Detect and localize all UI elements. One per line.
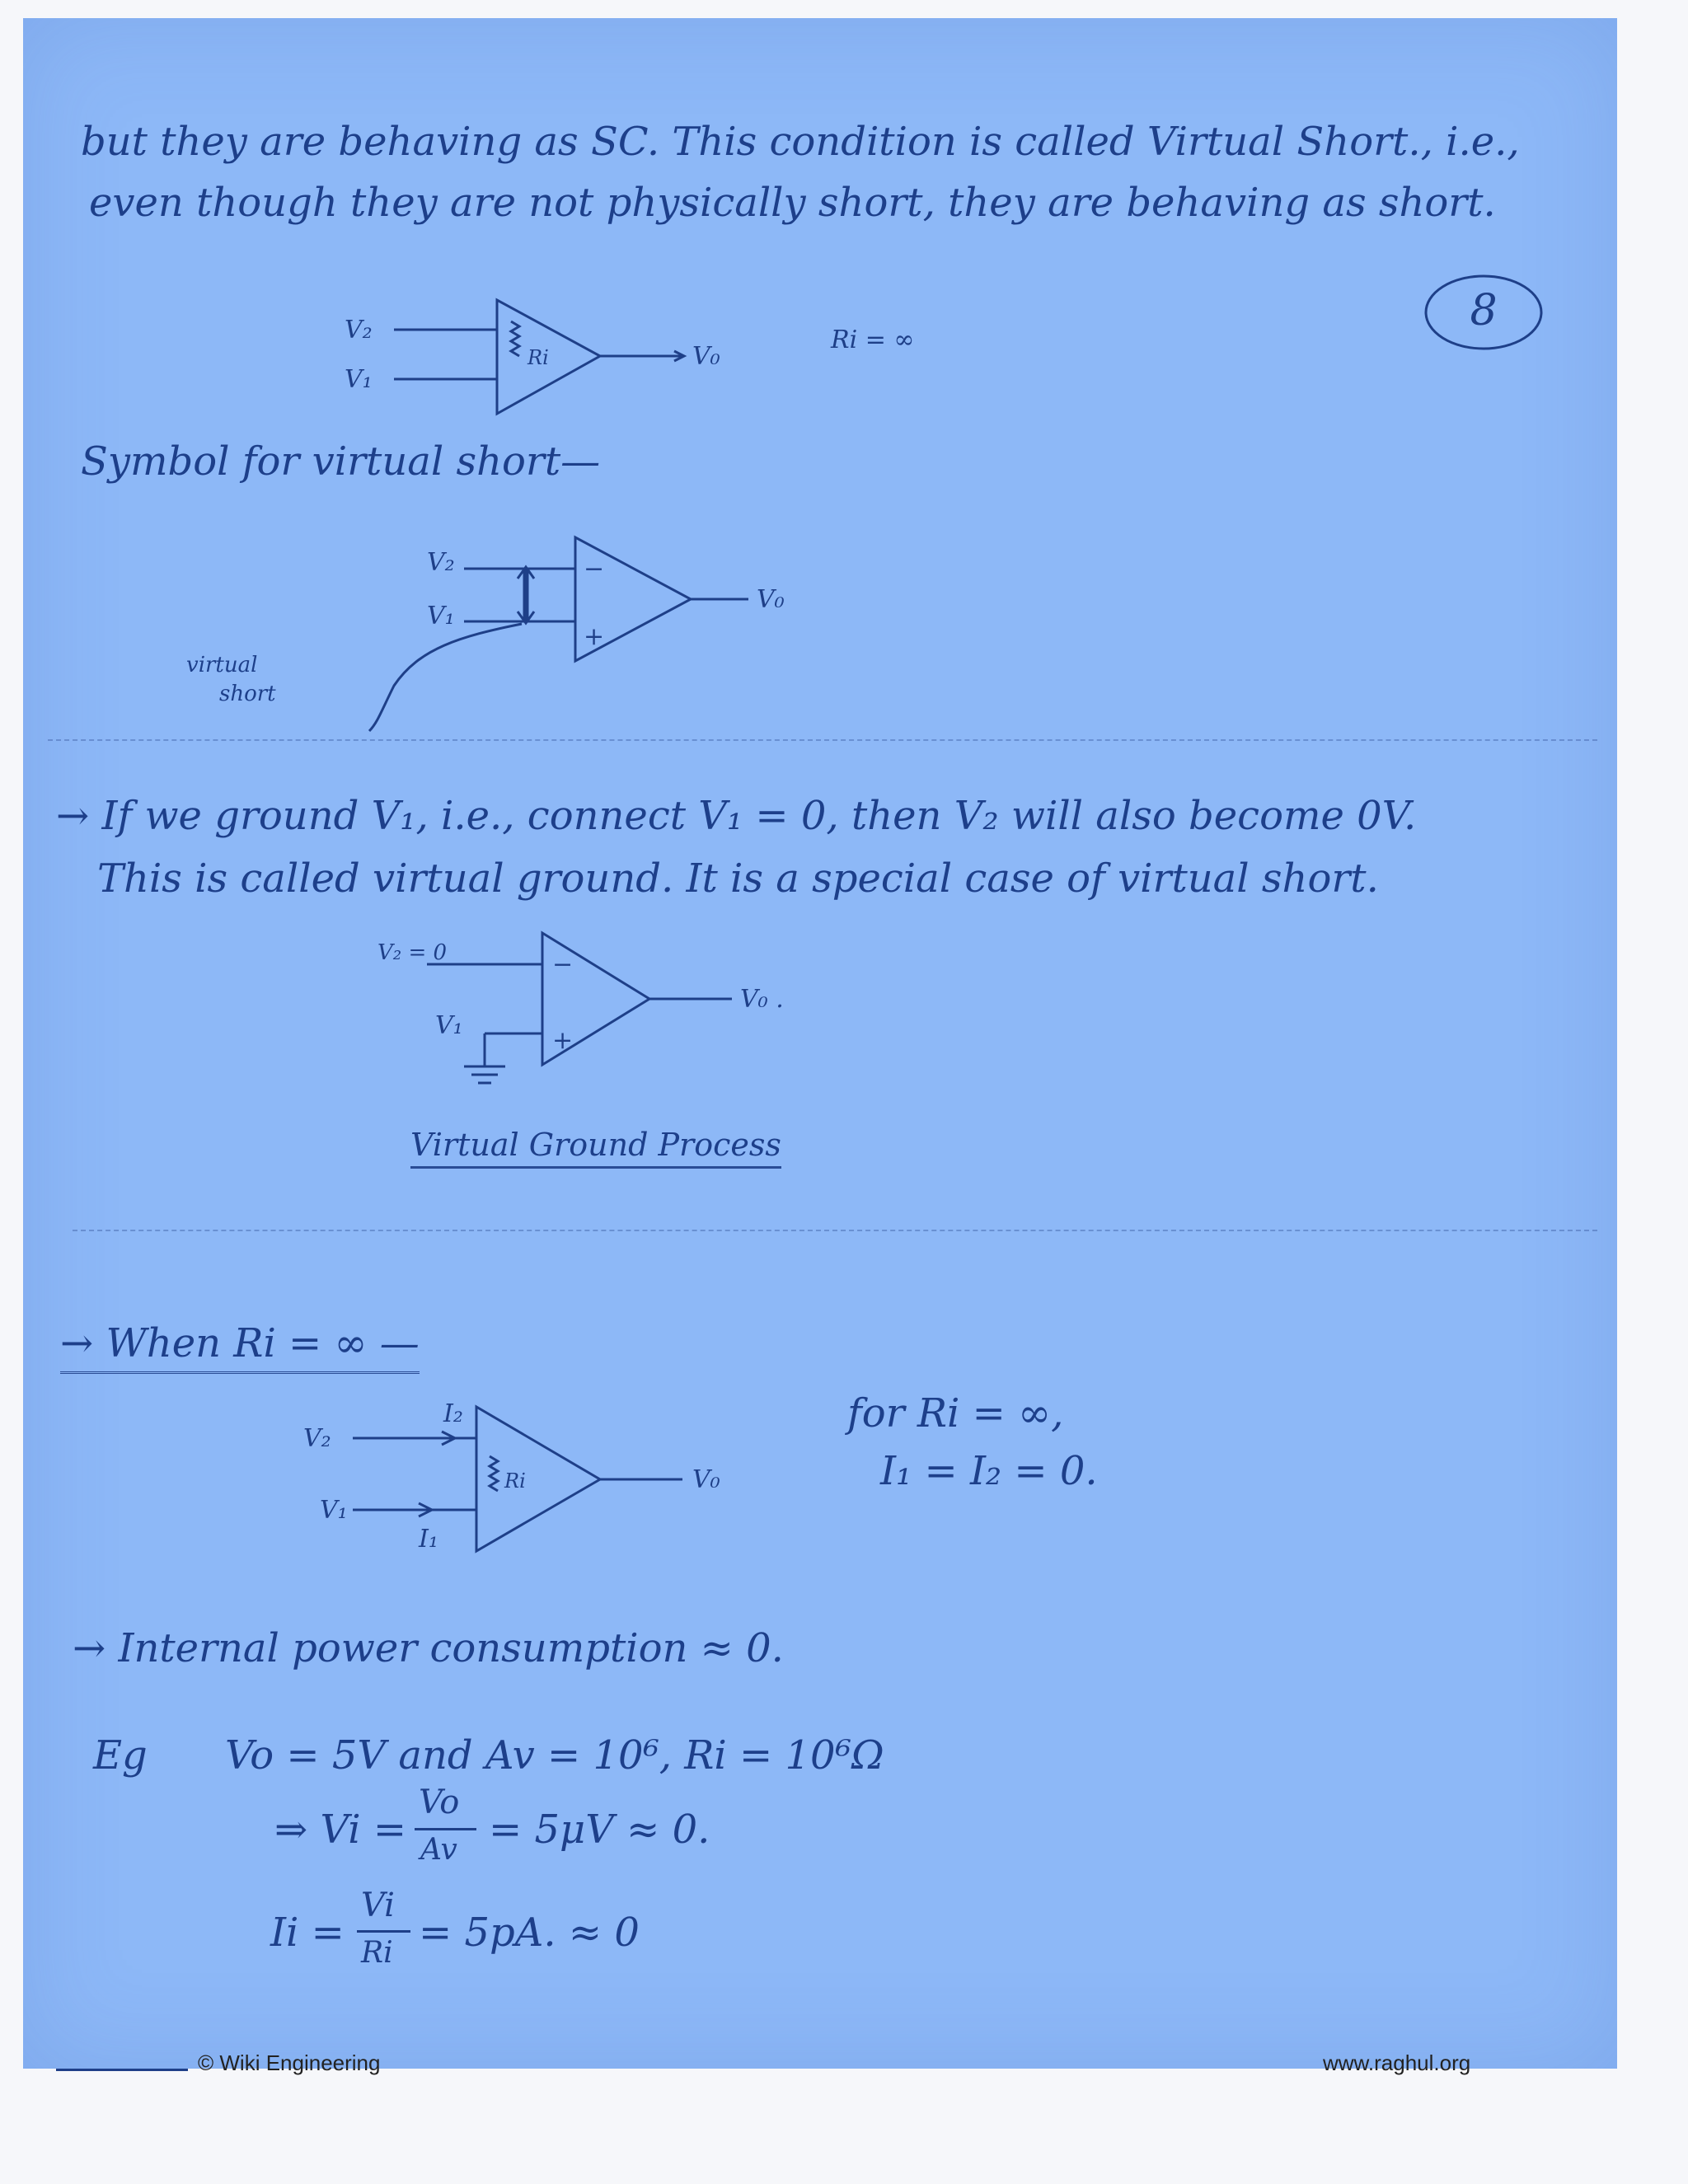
text-line-1: but they are behaving as SC. This condition is called Virtual Short., i.e., bbox=[81, 119, 1520, 165]
d1-out: V₀ bbox=[692, 342, 720, 371]
opamp-diagram-input-currents bbox=[270, 1390, 847, 1572]
example-given: Vo = 5V and Av = 10⁶, Ri = 10⁶Ω bbox=[225, 1732, 884, 1779]
d4-out: V₀ bbox=[692, 1465, 720, 1494]
symbol-heading: Symbol for virtual short— bbox=[81, 438, 601, 485]
page-number: 8 bbox=[1470, 286, 1498, 335]
d3-plus: + bbox=[552, 1026, 574, 1055]
d1-ri: Ri bbox=[528, 346, 549, 369]
notebook-page bbox=[23, 18, 1617, 2069]
when-ri-heading bbox=[60, 1312, 420, 1375]
opamp-diagram-virtual-ground bbox=[345, 925, 921, 1122]
virtual-short-note-1: virtual bbox=[186, 653, 258, 677]
d4-i-top: I₂ bbox=[443, 1399, 463, 1428]
fraction-bar bbox=[357, 1930, 410, 1933]
d1-in-bot: V₁ bbox=[345, 365, 373, 394]
virtual-ground-caption-text: Virtual Ground Process bbox=[410, 1127, 781, 1169]
d4-i-bot: I₁ bbox=[419, 1525, 438, 1554]
margin-line bbox=[56, 2069, 188, 2071]
d3-out: V₀ . bbox=[740, 985, 784, 1014]
fraction-bar bbox=[415, 1828, 476, 1830]
d2-in-top: V₂ bbox=[427, 548, 455, 577]
d3-in-top: V₂ = 0 bbox=[377, 940, 448, 965]
d2-in-bot: V₁ bbox=[427, 602, 455, 630]
virtual-short-note-2: short bbox=[219, 682, 276, 706]
for-ri-line: for Ri = ∞, bbox=[847, 1390, 1064, 1436]
virtual-ground-caption bbox=[410, 1127, 781, 1163]
page-number-circle bbox=[1424, 274, 1544, 352]
d1-in-top: V₂ bbox=[345, 316, 373, 344]
opamp-diagram-input-resistance bbox=[320, 282, 979, 422]
power-line: → Internal power consumption ≈ 0. bbox=[73, 1625, 784, 1671]
example-ii-lhs: Ii = bbox=[270, 1910, 345, 1956]
virtual-ground-line-2: This is called virtual ground. It is a special case of virtual short. bbox=[97, 855, 1379, 902]
footer-right: www.raghul.org bbox=[1323, 2050, 1471, 2075]
separator bbox=[73, 1230, 1597, 1231]
d4-ri: Ri bbox=[504, 1469, 526, 1493]
example-ii-num: Vi bbox=[361, 1886, 395, 1924]
d3-minus: − bbox=[552, 950, 574, 979]
d1-cond: Ri = ∞ bbox=[831, 326, 915, 354]
opamp-diagram-virtual-short bbox=[188, 513, 847, 735]
d2-out: V₀ bbox=[757, 585, 785, 614]
d4-in-bot: V₁ bbox=[320, 1496, 348, 1525]
when-ri-heading-text: → When Ri = ∞ — bbox=[60, 1320, 420, 1374]
example-vi-num: Vo bbox=[419, 1783, 460, 1821]
d4-in-top: V₂ bbox=[303, 1424, 331, 1453]
separator bbox=[48, 739, 1597, 741]
d2-minus: − bbox=[584, 555, 605, 583]
text-line-2: even though they are not physically short, they are behaving as short. bbox=[89, 180, 1496, 226]
example-vi-rhs: = 5μV ≈ 0. bbox=[489, 1807, 710, 1853]
footer-left: © Wiki Engineering bbox=[198, 2050, 381, 2075]
example-label: Eg bbox=[93, 1732, 148, 1779]
example-ii-rhs: = 5pA. ≈ 0 bbox=[419, 1910, 640, 1956]
example-ii-den: Ri bbox=[361, 1936, 393, 1970]
d3-in-bot: V₁ bbox=[435, 1011, 463, 1040]
example-vi-den: Av bbox=[420, 1833, 457, 1867]
virtual-ground-line-1: → If we ground V₁, i.e., connect V₁ = 0, then V₂ will also become 0V. bbox=[56, 793, 1417, 839]
example-vi-lhs: ⇒ Vi = bbox=[274, 1807, 407, 1853]
currents-line: I₁ = I₂ = 0. bbox=[880, 1448, 1098, 1494]
d2-plus: + bbox=[584, 622, 605, 651]
